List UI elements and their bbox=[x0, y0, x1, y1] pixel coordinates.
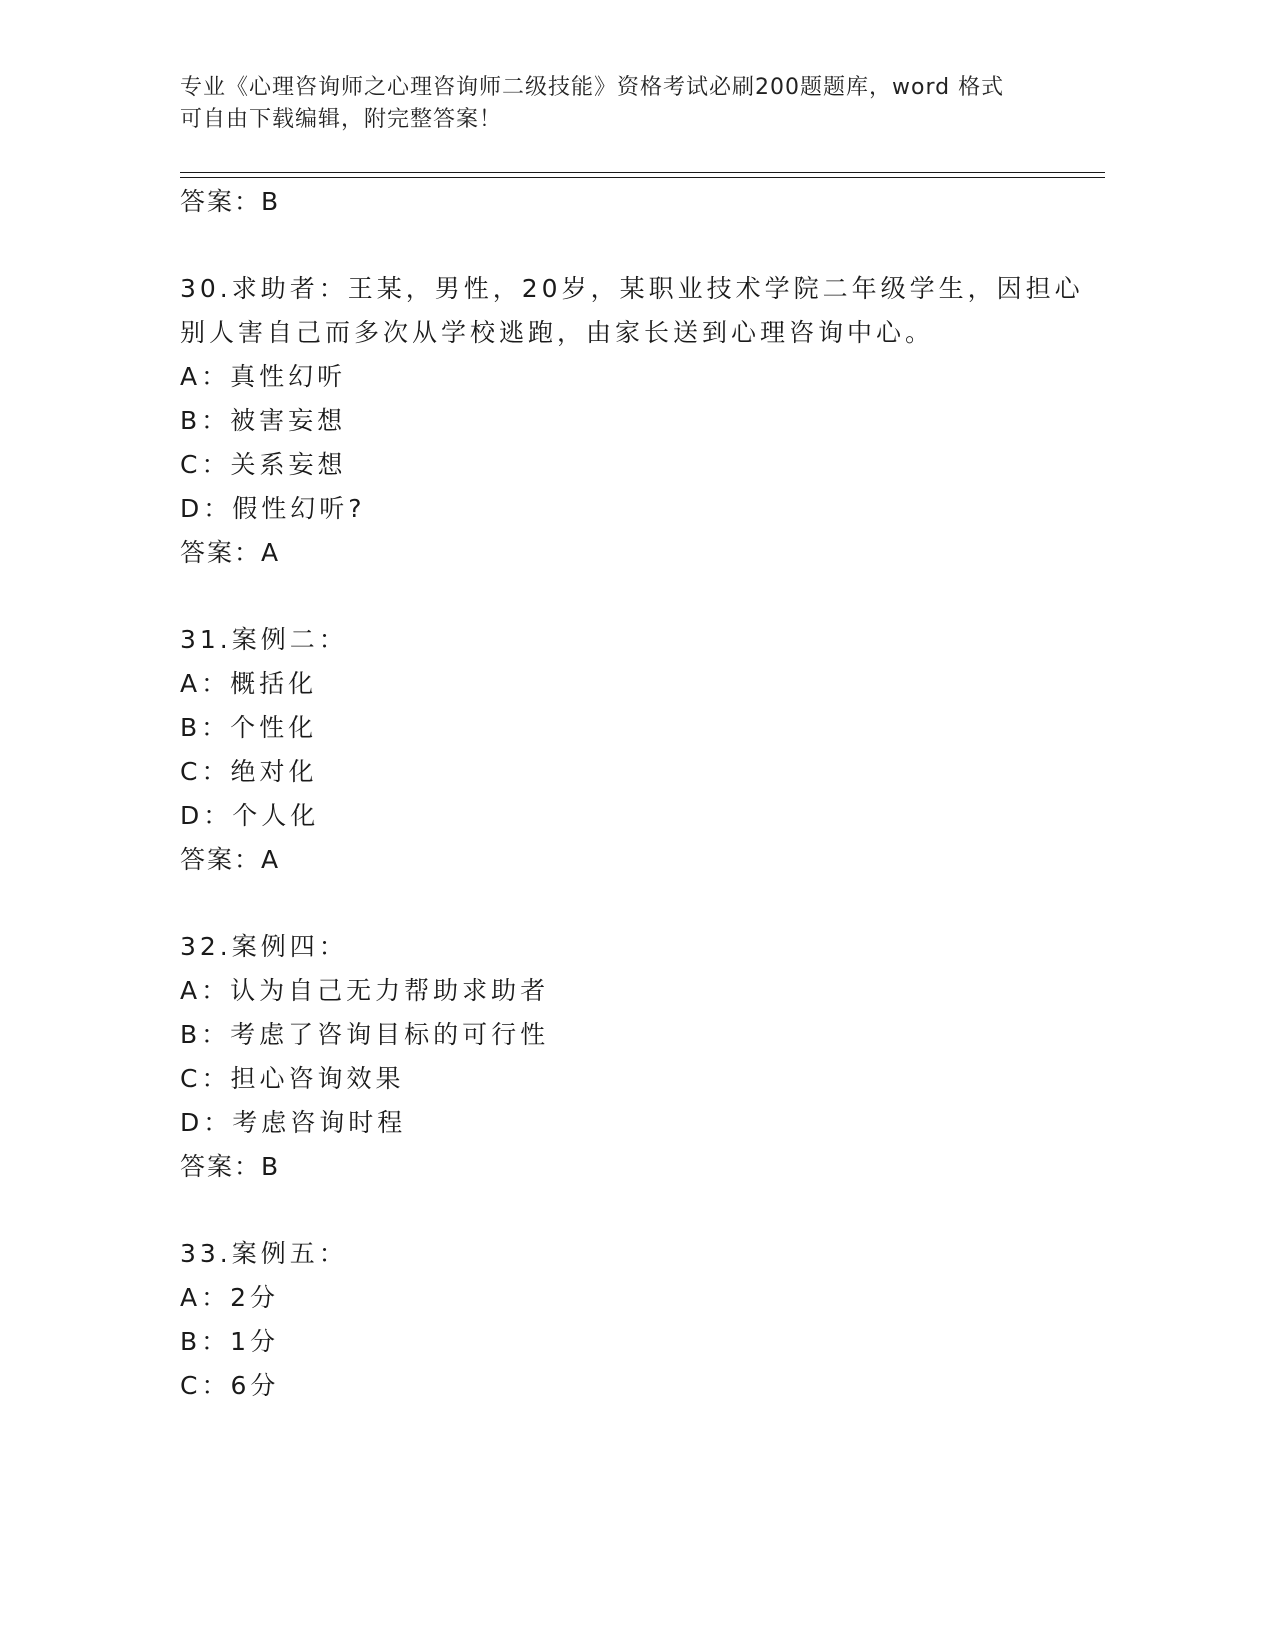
spacer bbox=[180, 882, 1080, 925]
answer-label: 答案： bbox=[180, 187, 262, 216]
option-b: B：1分 bbox=[180, 1327, 280, 1356]
question-stem-continued: 别人害自己而多次从学校逃跑，由家长送到心理咨询中心。 bbox=[180, 318, 935, 347]
option-d: D：个人化 bbox=[180, 801, 320, 830]
spacer bbox=[180, 1189, 1080, 1232]
answer-line bbox=[180, 531, 1080, 575]
option-d: D：考虑咨询时程 bbox=[180, 1108, 407, 1137]
header-title-line-2: 可自由下载编辑，附完整答案！ bbox=[180, 107, 503, 132]
answer-label: 答案： bbox=[180, 845, 262, 874]
option-b: B：考虑了咨询目标的可行性 bbox=[180, 1020, 550, 1049]
question-stem: 30.求助者：王某，男性，20岁，某职业技术学院二年级学生，因担心 bbox=[180, 274, 1084, 303]
question-item bbox=[180, 618, 1080, 882]
option-a: A：概括化 bbox=[180, 669, 318, 698]
answer-label: 答案： bbox=[180, 538, 262, 567]
header-divider-top bbox=[180, 172, 1105, 173]
option-c: C：6分 bbox=[180, 1371, 280, 1400]
header-divider-bottom bbox=[180, 177, 1105, 178]
question-list bbox=[180, 180, 1084, 1408]
spacer bbox=[180, 575, 1080, 618]
question-stem: 31.案例二： bbox=[180, 625, 348, 654]
spacer bbox=[180, 224, 1080, 267]
answer-value: A bbox=[261, 538, 280, 567]
answer-value: B bbox=[261, 1152, 280, 1181]
answer-value: A bbox=[261, 845, 280, 874]
question-stem: 32.案例四： bbox=[180, 932, 348, 961]
option-c: C：关系妄想 bbox=[180, 450, 347, 479]
question-item bbox=[180, 267, 1084, 575]
option-d: D：假性幻听? bbox=[180, 494, 366, 523]
header-title-line-1: 专业《心理咨询师之心理咨询师二级技能》资格考试必刷200题题库，word 格式 bbox=[180, 75, 1005, 100]
option-a: A：2分 bbox=[180, 1283, 280, 1312]
question-item bbox=[180, 1232, 1080, 1408]
option-a: A：认为自己无力帮助求助者 bbox=[180, 976, 550, 1005]
option-a: A：真性幻听 bbox=[180, 362, 347, 391]
option-c: C：绝对化 bbox=[180, 757, 318, 786]
answer-value: B bbox=[261, 187, 280, 216]
option-b: B：个性化 bbox=[180, 713, 318, 742]
answer-line bbox=[180, 838, 1080, 882]
document-header bbox=[180, 72, 1080, 136]
answer-line bbox=[180, 180, 1080, 224]
option-b: B：被害妄想 bbox=[180, 406, 347, 435]
answer-label: 答案： bbox=[180, 1152, 262, 1181]
question-item bbox=[180, 925, 1080, 1189]
option-c: C：担心咨询效果 bbox=[180, 1064, 405, 1093]
question-stem: 33.案例五： bbox=[180, 1239, 348, 1268]
answer-line bbox=[180, 1145, 1080, 1189]
